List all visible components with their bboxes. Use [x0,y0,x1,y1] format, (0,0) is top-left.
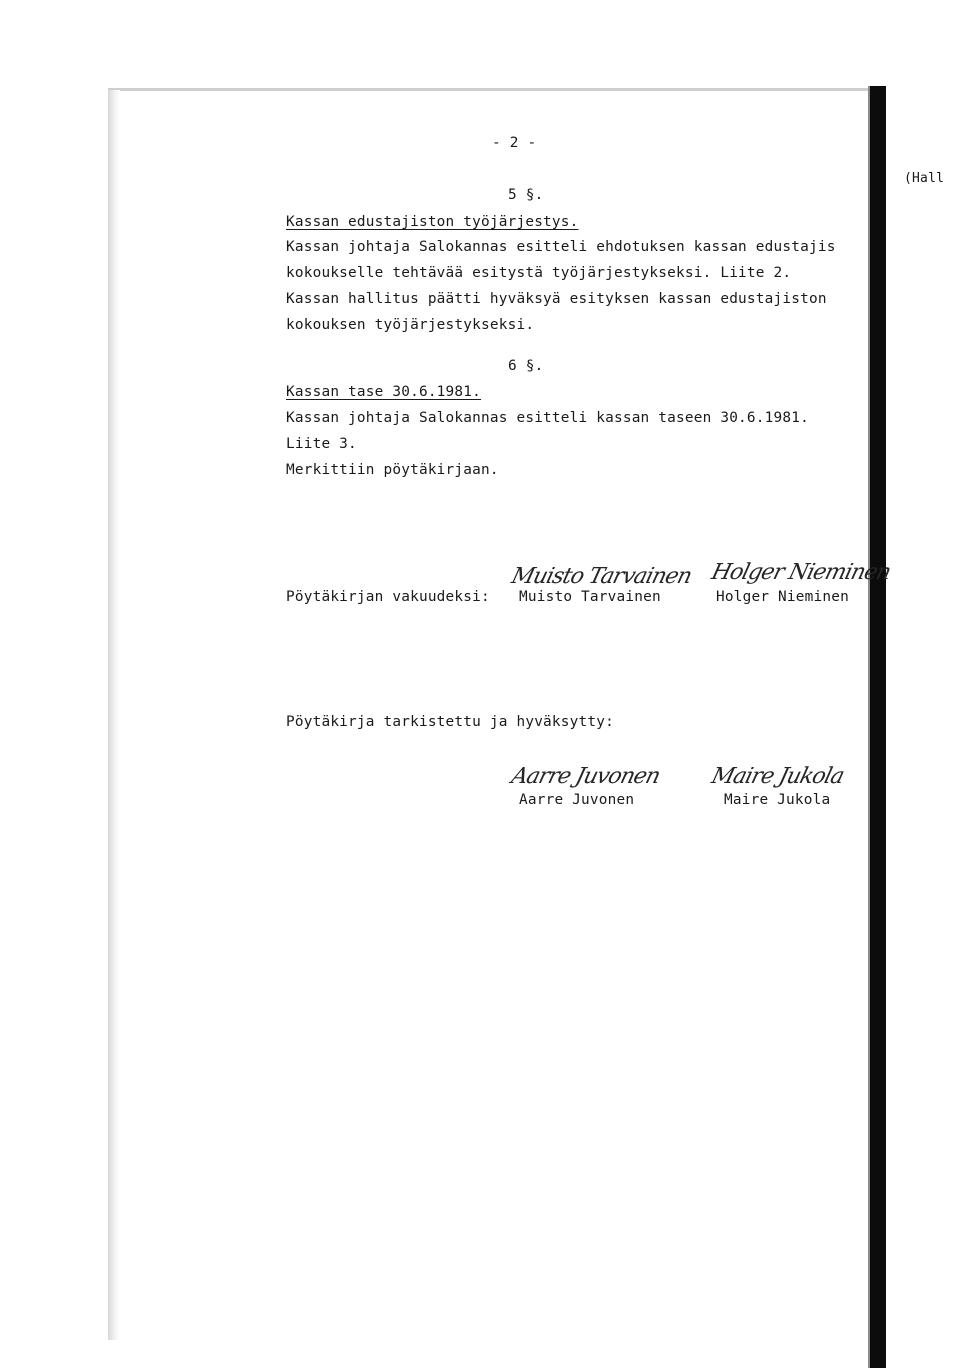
approval-label: Pöytäkirja tarkistettu ja hyväksytty: [286,714,614,730]
section5-line: Kassan johtaja Salokannas esitteli ehdotuksen kassan edustajis [286,239,836,255]
page-spine [870,86,886,1368]
margin-note: (Hall [904,171,945,186]
signature-jukola: Maire Jukola [708,764,847,789]
scan-top-edge [108,88,878,91]
section6-title: Kassan tase 30.6.1981. [286,384,482,400]
section5-line: kokouksen työjärjestykseksi. [286,317,535,333]
scan-left-edge [108,90,120,1340]
section5-line: kokoukselle tehtävää esitystä työjärjestykseksi. Liite 2. [286,265,792,281]
section5-heading: 5 §. [508,187,544,203]
section6-line: Kassan johtaja Salokannas esitteli kassan taseen 30.6.1981. [286,410,809,426]
attestation-label: Pöytäkirjan vakuudeksi: [286,589,490,605]
signer-name-juvonen: Aarre Juvonen [519,792,635,808]
section5-title: Kassan edustajiston työjärjestys. [286,214,579,230]
section5-line: Kassan hallitus päätti hyväksyä esityksen kassan edustajiston [286,291,827,307]
signature-nieminen: Holger Nieminen [708,560,893,585]
signature-juvonen: Aarre Juvonen [508,764,663,789]
signature-tarvainen: Muisto Tarvainen [508,564,694,589]
signer-name-tarvainen: Muisto Tarvainen [519,589,661,605]
signer-name-nieminen: Holger Nieminen [716,589,849,605]
section6-heading: 6 §. [508,358,544,374]
section6-line: Liite 3. [286,436,357,452]
section6-line: Merkittiin pöytäkirjaan. [286,462,499,478]
page-number: - 2 - [492,135,537,151]
signer-name-jukola: Maire Jukola [724,792,831,808]
